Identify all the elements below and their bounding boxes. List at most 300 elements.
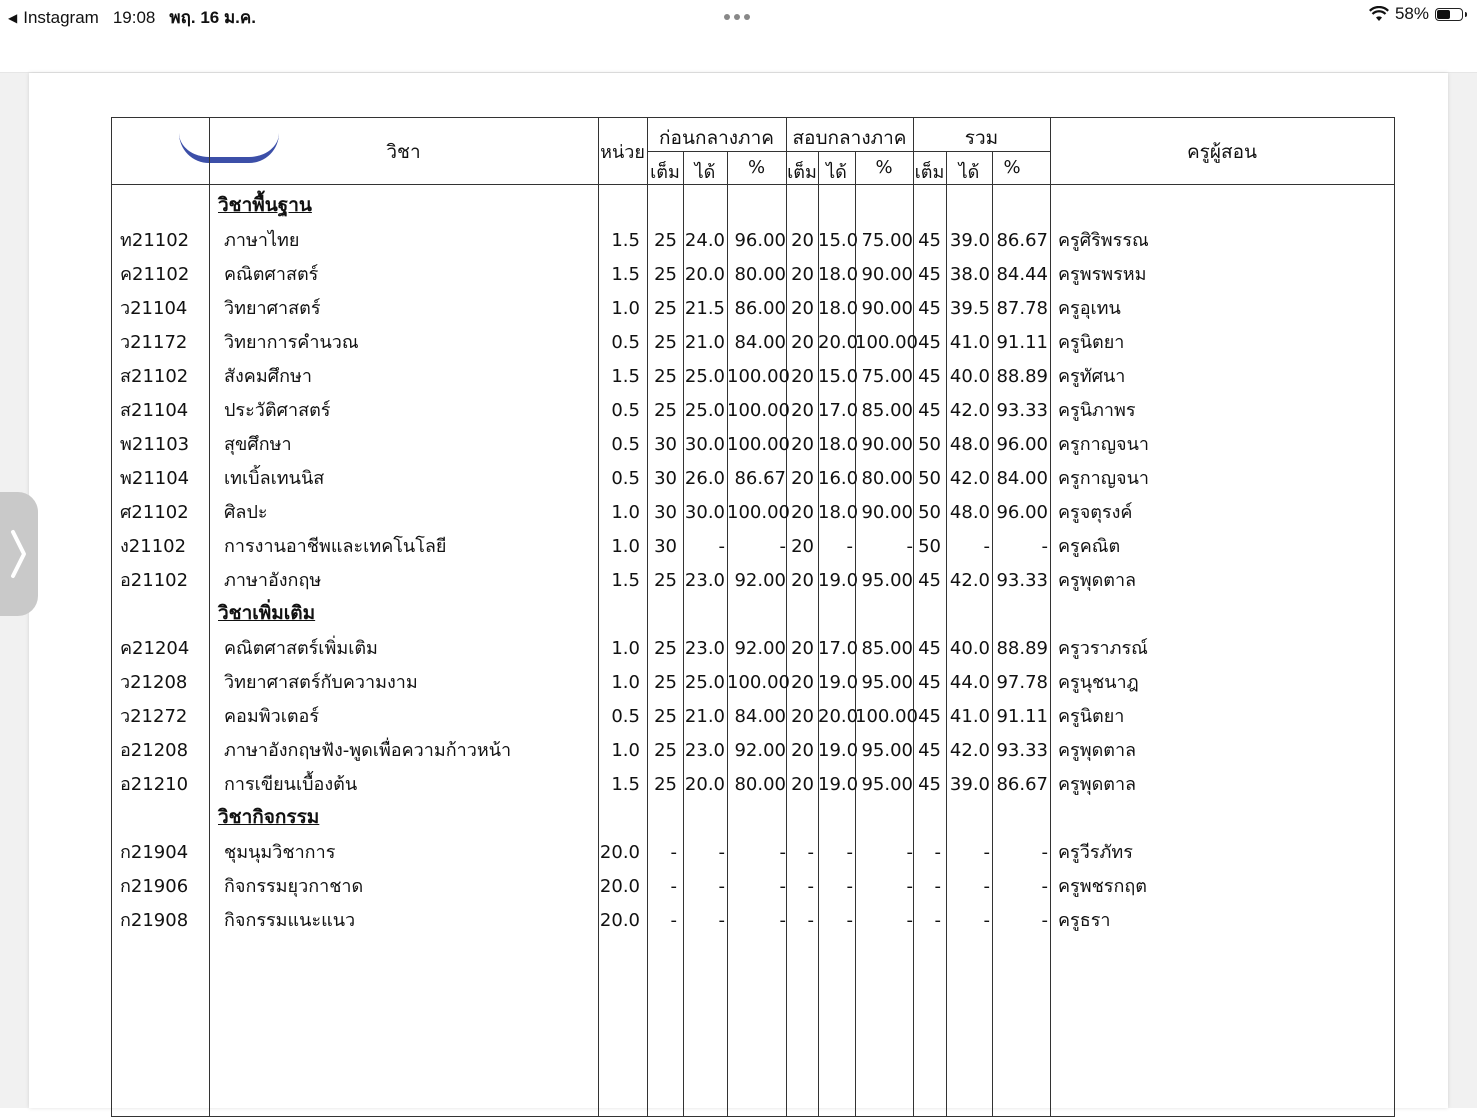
course-unit: 1.0 xyxy=(611,672,640,693)
midterm-full: 20 xyxy=(791,570,814,591)
before-got: 24.0 xyxy=(684,230,725,251)
course-name: วิทยาการคำนวณ xyxy=(224,332,359,353)
midterm-percent: 95.00 xyxy=(861,740,913,761)
course-code: ส21102 xyxy=(120,366,189,387)
course-code: พ21104 xyxy=(120,468,190,489)
midterm-full: 20 xyxy=(791,434,814,455)
course-name: ภาษาอังกฤษ xyxy=(224,570,322,591)
course-code: ว21104 xyxy=(120,298,188,319)
grid-line xyxy=(112,184,1394,185)
total-got: - xyxy=(983,910,990,931)
midterm-percent: - xyxy=(906,876,913,897)
table-row xyxy=(112,632,1394,666)
before-percent: 100.00 xyxy=(727,366,790,387)
before-got: 25.0 xyxy=(684,366,725,387)
table-row xyxy=(112,870,1394,904)
teacher-name: ครูอุเทน xyxy=(1058,298,1121,319)
midterm-full: 20 xyxy=(791,638,814,659)
total-percent: 96.00 xyxy=(996,502,1048,523)
total-percent: 86.67 xyxy=(996,774,1048,795)
midterm-full: 20 xyxy=(791,468,814,489)
teacher-name: ครูวีรภัทร xyxy=(1058,842,1133,863)
midterm-full: 20 xyxy=(791,672,814,693)
table-row xyxy=(112,700,1394,734)
midterm-got: 17.0 xyxy=(818,400,859,421)
battery-percent: 58% xyxy=(1394,4,1429,23)
before-percent: 86.67 xyxy=(734,468,786,489)
midterm-percent: 90.00 xyxy=(861,434,913,455)
table-row xyxy=(112,836,1394,870)
before-percent: 84.00 xyxy=(734,706,786,727)
midterm-got: 18.0 xyxy=(818,434,859,455)
course-unit: 1.5 xyxy=(611,264,640,285)
course-code: อ21210 xyxy=(120,774,189,795)
course-unit: 1.0 xyxy=(611,536,640,557)
midterm-got: 18.0 xyxy=(818,502,859,523)
before-got: 30.0 xyxy=(684,502,725,523)
midterm-full: 20 xyxy=(791,536,814,557)
total-full: - xyxy=(934,910,941,931)
table-row xyxy=(112,394,1394,428)
course-name: วิทยาศาสตร์กับความงาม xyxy=(224,672,418,693)
total-percent: 87.78 xyxy=(996,298,1048,319)
total-percent: 91.11 xyxy=(996,332,1048,353)
total-got: 39.0 xyxy=(949,774,990,795)
before-full: 25 xyxy=(654,264,677,285)
teacher-name: ครูนิภาพร xyxy=(1058,400,1136,421)
course-name: คณิตศาสตร์เพิ่มเติม xyxy=(224,638,378,659)
before-full: 25 xyxy=(654,774,677,795)
table-row xyxy=(112,360,1394,394)
course-unit: 1.0 xyxy=(611,638,640,659)
course-name: การเขียนเบื้องต้น xyxy=(224,774,358,795)
table-row xyxy=(112,496,1394,530)
header-before-full: เต็ม xyxy=(650,162,680,183)
course-unit: 20.0 xyxy=(599,876,640,897)
total-got: 48.0 xyxy=(949,434,990,455)
before-full: 30 xyxy=(654,536,677,557)
midterm-percent: 90.00 xyxy=(861,264,913,285)
midterm-got: 18.0 xyxy=(818,264,859,285)
total-full: 50 xyxy=(918,468,941,489)
course-name: การงานอาชีพและเทคโนโลยี xyxy=(224,536,447,557)
before-got: 20.0 xyxy=(684,264,725,285)
midterm-full: 20 xyxy=(791,230,814,251)
course-name: ชุมนุมวิชาการ xyxy=(224,842,336,863)
before-got: 25.0 xyxy=(684,672,725,693)
course-code: อ21102 xyxy=(120,570,189,591)
midterm-got: 16.0 xyxy=(818,468,859,489)
total-full: 50 xyxy=(918,502,941,523)
chevron-right-icon xyxy=(8,528,30,580)
table-row xyxy=(112,462,1394,496)
course-unit: 1.0 xyxy=(611,298,640,319)
total-full: 45 xyxy=(918,774,941,795)
table-row xyxy=(112,564,1394,598)
midterm-got: 20.0 xyxy=(818,332,859,353)
total-percent: 93.33 xyxy=(996,740,1048,761)
battery-icon xyxy=(1435,8,1463,21)
midterm-got: 19.0 xyxy=(818,774,859,795)
before-percent: 100.00 xyxy=(727,434,790,455)
course-name: คอมพิวเตอร์ xyxy=(224,706,320,727)
midterm-got: 19.0 xyxy=(818,570,859,591)
course-name: ประวัติศาสตร์ xyxy=(224,400,331,421)
before-got: 20.0 xyxy=(684,774,725,795)
teacher-name: ครูคณิต xyxy=(1058,536,1121,557)
before-percent: 92.00 xyxy=(734,740,786,761)
course-unit: 0.5 xyxy=(611,706,640,727)
before-percent: 80.00 xyxy=(734,264,786,285)
status-bar xyxy=(0,0,1477,73)
midterm-percent: - xyxy=(906,910,913,931)
midterm-full: 20 xyxy=(791,400,814,421)
teacher-name: ครูกาญจนา xyxy=(1058,434,1150,455)
teacher-name: ครูพุดตาล xyxy=(1058,570,1137,591)
teacher-name: ครูกาญจนา xyxy=(1058,468,1150,489)
teacher-name: ครูพรพรหม xyxy=(1058,264,1147,285)
before-percent: 100.00 xyxy=(727,400,790,421)
total-full: 45 xyxy=(918,298,941,319)
header-total: รวม xyxy=(964,127,999,149)
before-full: 25 xyxy=(654,638,677,659)
before-percent: 86.00 xyxy=(734,298,786,319)
total-got: - xyxy=(983,842,990,863)
teacher-name: ครูพุดตาล xyxy=(1058,774,1137,795)
before-got: 23.0 xyxy=(684,570,725,591)
before-got: - xyxy=(718,876,725,897)
before-got: 21.0 xyxy=(684,706,725,727)
teacher-name: ครูธรา xyxy=(1058,910,1111,931)
total-full: 50 xyxy=(918,536,941,557)
midterm-got: 19.0 xyxy=(818,740,859,761)
midterm-got: - xyxy=(846,876,853,897)
before-full: - xyxy=(670,842,677,863)
before-got: 21.5 xyxy=(684,298,725,319)
before-got: - xyxy=(718,842,725,863)
total-got: - xyxy=(983,536,990,557)
before-full: 25 xyxy=(654,740,677,761)
before-full: 25 xyxy=(654,298,677,319)
before-percent: - xyxy=(779,876,786,897)
header-subject: วิชา xyxy=(386,141,421,163)
course-code: ศ21102 xyxy=(120,502,189,523)
midterm-got: 15.0 xyxy=(818,230,859,251)
total-full: 45 xyxy=(918,230,941,251)
total-full: 50 xyxy=(918,434,941,455)
header-midterm-percent: % xyxy=(875,157,893,178)
total-got: 41.0 xyxy=(949,332,990,353)
midterm-percent: 95.00 xyxy=(861,570,913,591)
before-got: - xyxy=(718,910,725,931)
before-full: - xyxy=(670,876,677,897)
course-code: ก21906 xyxy=(120,876,189,897)
before-percent: 92.00 xyxy=(734,638,786,659)
course-unit: 20.0 xyxy=(599,910,640,931)
header-midterm-got: ได้ xyxy=(826,162,847,183)
table-row xyxy=(112,904,1394,938)
before-got: 25.0 xyxy=(684,400,725,421)
before-percent: 80.00 xyxy=(734,774,786,795)
before-got: 21.0 xyxy=(684,332,725,353)
course-unit: 0.5 xyxy=(611,434,640,455)
before-percent: - xyxy=(779,536,786,557)
back-arrow-icon[interactable]: ◀ xyxy=(8,10,18,25)
total-got: 40.0 xyxy=(949,638,990,659)
section-title: วิชากิจกรรม xyxy=(218,806,320,828)
total-got: 39.0 xyxy=(949,230,990,251)
midterm-got: 19.0 xyxy=(818,672,859,693)
total-percent: 91.11 xyxy=(996,706,1048,727)
before-got: 30.0 xyxy=(684,434,725,455)
midterm-full: 20 xyxy=(791,264,814,285)
midterm-full: 20 xyxy=(791,774,814,795)
midterm-got: - xyxy=(846,910,853,931)
header-total-full: เต็ม xyxy=(914,162,945,183)
section-title: วิชาเพิ่มเติม xyxy=(218,602,316,624)
back-to-app-link[interactable]: Instagram xyxy=(23,7,99,27)
midterm-percent: 80.00 xyxy=(861,468,913,489)
status-time: 19:08 xyxy=(112,7,156,27)
course-name: ศิลปะ xyxy=(224,502,268,523)
total-full: 45 xyxy=(918,332,941,353)
total-full: 45 xyxy=(918,570,941,591)
header-before-got: ได้ xyxy=(694,162,716,183)
course-code: ง21102 xyxy=(120,536,187,557)
total-got: 42.0 xyxy=(949,570,990,591)
total-got: 38.0 xyxy=(949,264,990,285)
battery-level-fill xyxy=(1437,10,1450,19)
teacher-name: ครูนิตยา xyxy=(1058,706,1125,727)
midterm-percent: 85.00 xyxy=(861,638,913,659)
header-total-percent: % xyxy=(1003,157,1021,178)
total-full: 45 xyxy=(918,672,941,693)
header-midterm-full: เต็ม xyxy=(787,162,817,183)
table-row xyxy=(112,292,1394,326)
total-got: 42.0 xyxy=(949,468,990,489)
before-full: 30 xyxy=(654,468,677,489)
before-percent: 100.00 xyxy=(727,672,790,693)
total-got: 40.0 xyxy=(949,366,990,387)
total-got: 41.0 xyxy=(949,706,990,727)
total-full: 45 xyxy=(918,366,941,387)
midterm-full: - xyxy=(807,876,814,897)
total-percent: 88.89 xyxy=(996,638,1048,659)
course-code: ส21104 xyxy=(120,400,189,421)
course-unit: 1.5 xyxy=(611,230,640,251)
course-code: ว21208 xyxy=(120,672,188,693)
header-midterm-exam: สอบกลางภาค xyxy=(792,127,907,149)
midterm-full: 20 xyxy=(791,332,814,353)
midterm-got: - xyxy=(846,536,853,557)
total-full: 45 xyxy=(918,740,941,761)
course-code: ว21172 xyxy=(120,332,188,353)
course-unit: 0.5 xyxy=(611,468,640,489)
total-got: 44.0 xyxy=(949,672,990,693)
sidebar-toggle-handle[interactable] xyxy=(0,492,38,616)
total-percent: 93.33 xyxy=(996,400,1048,421)
header-before-midterm: ก่อนกลางภาค xyxy=(659,127,774,149)
course-unit: 1.5 xyxy=(611,774,640,795)
teacher-name: ครูทัศนา xyxy=(1058,366,1126,387)
table-row xyxy=(112,326,1394,360)
course-unit: 1.0 xyxy=(611,740,640,761)
table-row xyxy=(112,666,1394,700)
before-full: 25 xyxy=(654,366,677,387)
header-teacher: ครูผู้สอน xyxy=(1186,141,1258,163)
table-row xyxy=(112,224,1394,258)
midterm-got: 18.0 xyxy=(818,298,859,319)
total-got: - xyxy=(983,876,990,897)
midterm-got: 20.0 xyxy=(818,706,859,727)
multitasking-dots-icon[interactable] xyxy=(724,14,750,20)
before-got: 26.0 xyxy=(684,468,725,489)
total-percent: 84.00 xyxy=(996,468,1048,489)
midterm-percent: 100.00 xyxy=(855,706,918,727)
course-code: อ21208 xyxy=(120,740,189,761)
midterm-got: 15.0 xyxy=(818,366,859,387)
course-name: วิทยาศาสตร์ xyxy=(224,298,321,319)
status-date: พฤ. 16 ม.ค. xyxy=(169,8,256,27)
course-code: ก21908 xyxy=(120,910,189,931)
before-got: - xyxy=(718,536,725,557)
table-row xyxy=(112,258,1394,292)
midterm-percent: 95.00 xyxy=(861,672,913,693)
total-percent: 86.67 xyxy=(996,230,1048,251)
total-percent: 84.44 xyxy=(996,264,1048,285)
midterm-percent: 75.00 xyxy=(861,366,913,387)
course-name: สุขศึกษา xyxy=(224,434,292,455)
total-full: - xyxy=(934,842,941,863)
midterm-percent: 75.00 xyxy=(861,230,913,251)
teacher-name: ครูพชรกฤต xyxy=(1058,876,1147,897)
total-got: 48.0 xyxy=(949,502,990,523)
before-percent: 100.00 xyxy=(727,502,790,523)
midterm-percent: 85.00 xyxy=(861,400,913,421)
total-percent: 97.78 xyxy=(996,672,1048,693)
teacher-name: ครูนิตยา xyxy=(1058,332,1125,353)
table-row xyxy=(112,530,1394,564)
before-full: 25 xyxy=(654,332,677,353)
course-code: ท21102 xyxy=(120,230,190,251)
before-full: 25 xyxy=(654,230,677,251)
course-name: สังคมศึกษา xyxy=(224,366,312,387)
teacher-name: ครูจตุรงค์ xyxy=(1058,502,1133,523)
before-percent: 96.00 xyxy=(734,230,786,251)
course-name: กิจกรรมแนะแนว xyxy=(224,910,356,931)
midterm-full: 20 xyxy=(791,298,814,319)
total-percent: - xyxy=(1041,910,1048,931)
before-full: 30 xyxy=(654,502,677,523)
table-row xyxy=(112,734,1394,768)
course-unit: 0.5 xyxy=(611,400,640,421)
total-percent: 96.00 xyxy=(996,434,1048,455)
course-code: ก21904 xyxy=(120,842,189,863)
before-got: 23.0 xyxy=(684,740,725,761)
before-got: 23.0 xyxy=(684,638,725,659)
table-row xyxy=(112,768,1394,802)
before-full: 25 xyxy=(654,706,677,727)
course-unit: 1.5 xyxy=(611,366,640,387)
before-percent: 84.00 xyxy=(734,332,786,353)
before-percent: 92.00 xyxy=(734,570,786,591)
total-got: 42.0 xyxy=(949,740,990,761)
course-name: ภาษาอังกฤษฟัง-พูดเพื่อความก้าวหน้า xyxy=(224,740,512,761)
teacher-name: ครูนุชนาฎ xyxy=(1058,672,1139,693)
midterm-percent: 90.00 xyxy=(861,502,913,523)
total-percent: 93.33 xyxy=(996,570,1048,591)
before-full: 25 xyxy=(654,400,677,421)
total-percent: - xyxy=(1041,876,1048,897)
midterm-percent: 90.00 xyxy=(861,298,913,319)
total-full: 45 xyxy=(918,706,941,727)
total-full: 45 xyxy=(918,400,941,421)
course-name: คณิตศาสตร์ xyxy=(224,264,319,285)
grades-table xyxy=(111,117,1395,1117)
header-total-got: ได้ xyxy=(958,162,980,183)
total-got: 39.5 xyxy=(949,298,990,319)
header-unit: หน่วย xyxy=(600,142,645,163)
section-title: วิชาพื้นฐาน xyxy=(218,194,312,216)
midterm-full: 20 xyxy=(791,366,814,387)
course-unit: 1.0 xyxy=(611,502,640,523)
midterm-got: 17.0 xyxy=(818,638,859,659)
course-unit: 1.5 xyxy=(611,570,640,591)
midterm-full: 20 xyxy=(791,740,814,761)
teacher-name: ครูพุดตาล xyxy=(1058,740,1137,761)
before-full: - xyxy=(670,910,677,931)
total-full: 45 xyxy=(918,264,941,285)
course-code: ค21204 xyxy=(120,638,190,659)
total-percent: - xyxy=(1041,536,1048,557)
midterm-percent: - xyxy=(906,536,913,557)
teacher-name: ครูศิริพรรณ xyxy=(1058,230,1149,251)
table-row xyxy=(112,428,1394,462)
header-before-percent: % xyxy=(747,157,766,178)
teacher-name: ครูวราภรณ์ xyxy=(1058,638,1148,659)
course-code: ค21102 xyxy=(120,264,190,285)
total-full: 45 xyxy=(918,638,941,659)
midterm-percent: 100.00 xyxy=(855,332,918,353)
course-name: ภาษาไทย xyxy=(224,230,300,251)
midterm-got: - xyxy=(846,842,853,863)
course-code: พ21103 xyxy=(120,434,190,455)
before-percent: - xyxy=(779,842,786,863)
total-full: - xyxy=(934,876,941,897)
course-code: ว21272 xyxy=(120,706,188,727)
course-name: เทเบิ้ลเทนนิส xyxy=(224,468,325,489)
course-name: กิจกรรมยุวกาชาด xyxy=(224,876,364,897)
total-percent: 88.89 xyxy=(996,366,1048,387)
midterm-percent: - xyxy=(906,842,913,863)
midterm-percent: 95.00 xyxy=(861,774,913,795)
course-unit: 0.5 xyxy=(611,332,640,353)
before-full: 25 xyxy=(654,570,677,591)
total-got: 42.0 xyxy=(949,400,990,421)
before-percent: - xyxy=(779,910,786,931)
status-bar-left xyxy=(8,4,256,31)
midterm-full: 20 xyxy=(791,706,814,727)
course-unit: 20.0 xyxy=(599,842,640,863)
midterm-full: - xyxy=(807,842,814,863)
before-full: 30 xyxy=(654,434,677,455)
total-percent: - xyxy=(1041,842,1048,863)
wifi-icon xyxy=(1369,6,1389,22)
midterm-full: 20 xyxy=(791,502,814,523)
midterm-full: - xyxy=(807,910,814,931)
status-bar-right xyxy=(1369,4,1463,24)
before-full: 25 xyxy=(654,672,677,693)
